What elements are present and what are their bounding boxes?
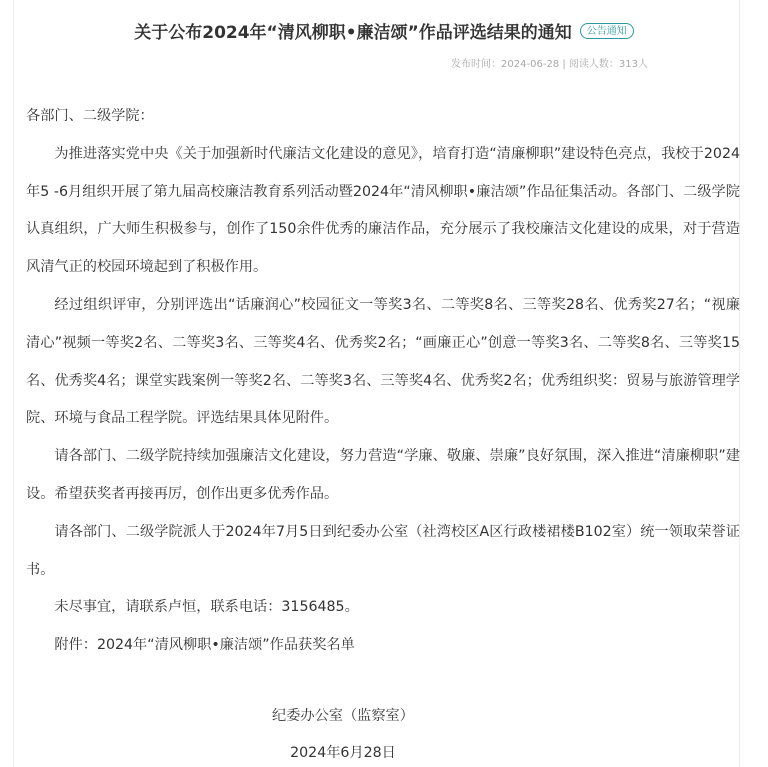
views-count: 313人 (618, 59, 648, 70)
views-label: 阅读人数： (568, 59, 619, 70)
paragraph-certificates: 请各部门、二级学院派人于2024年7月5日到纪委办公室（社湾校区A区行政楼裙楼B102室）统一领取荣誉证书。 (26, 523, 740, 578)
published-date: 2024-06-28 (501, 59, 560, 70)
attachment-link[interactable]: 附件：2024年“清风柳职•廉洁颂”作品获奖名单 (54, 637, 355, 654)
article-meta (451, 55, 648, 70)
category-badge[interactable]: 公告通知 (580, 23, 634, 39)
signature-organization: 纪委办公室（监察室） (272, 708, 414, 724)
article-body (26, 98, 740, 665)
paragraph-request: 请各部门、二级学院持续加强廉洁文化建设，努力营造“学廉、敬廉、崇廉”良好氛围，深入推进“清廉柳职”建设。希望获奖者再接再厉，创作出更多优秀作品。 (26, 448, 740, 502)
article-header (0, 18, 768, 43)
meta-separator: | (559, 59, 569, 70)
page-title: 关于公布2024年“清风柳职•廉洁颂”作品评选结果的通知 (134, 23, 572, 43)
signature-date: 2024年6月28日 (290, 745, 396, 761)
paragraph-contact: 未尽事宜，请联系卢恒，联系电话：3156485。 (54, 599, 359, 616)
published-label: 发布时间： (451, 59, 502, 70)
paragraph-results: 经过组织评审，分别评选出“话廉润心”校园征文一等奖3名、二等奖8名、三等奖28名、优秀奖27名；“视廉清心”视频一等奖2名、二等奖3名、三等奖4名、优秀奖2名；“画廉正心”创意一等奖3名、二等奖8名、三等奖15名、优秀奖4名；课堂实践案例一等奖2名、二等奖3名、三等奖4名、优秀奖2名；优秀组织奖：贸易与旅游管理学院、环境与食品工程学院。评选结果具体见附件。 (26, 296, 740, 427)
salutation: 各部门、二级学院： (26, 108, 154, 124)
paragraph-background: 为推进落实党中央《关于加强新时代廉洁文化建设的意见》，培育打造“清廉柳职”建设特色亮点，我校于2024年5 -6月组织开展了第九届高校廉洁教育系列活动暨2024年“清风柳职•廉洁颂”作品征集活动。各部门、二级学院认真组织，广大师生积极参与，创作了150余件优秀的廉洁作品，充分展示了我校廉洁文化建设的成果，对于营造风清气正的校园环境起到了积极作用。 (26, 145, 740, 276)
frame-border-left (13, 0, 14, 767)
